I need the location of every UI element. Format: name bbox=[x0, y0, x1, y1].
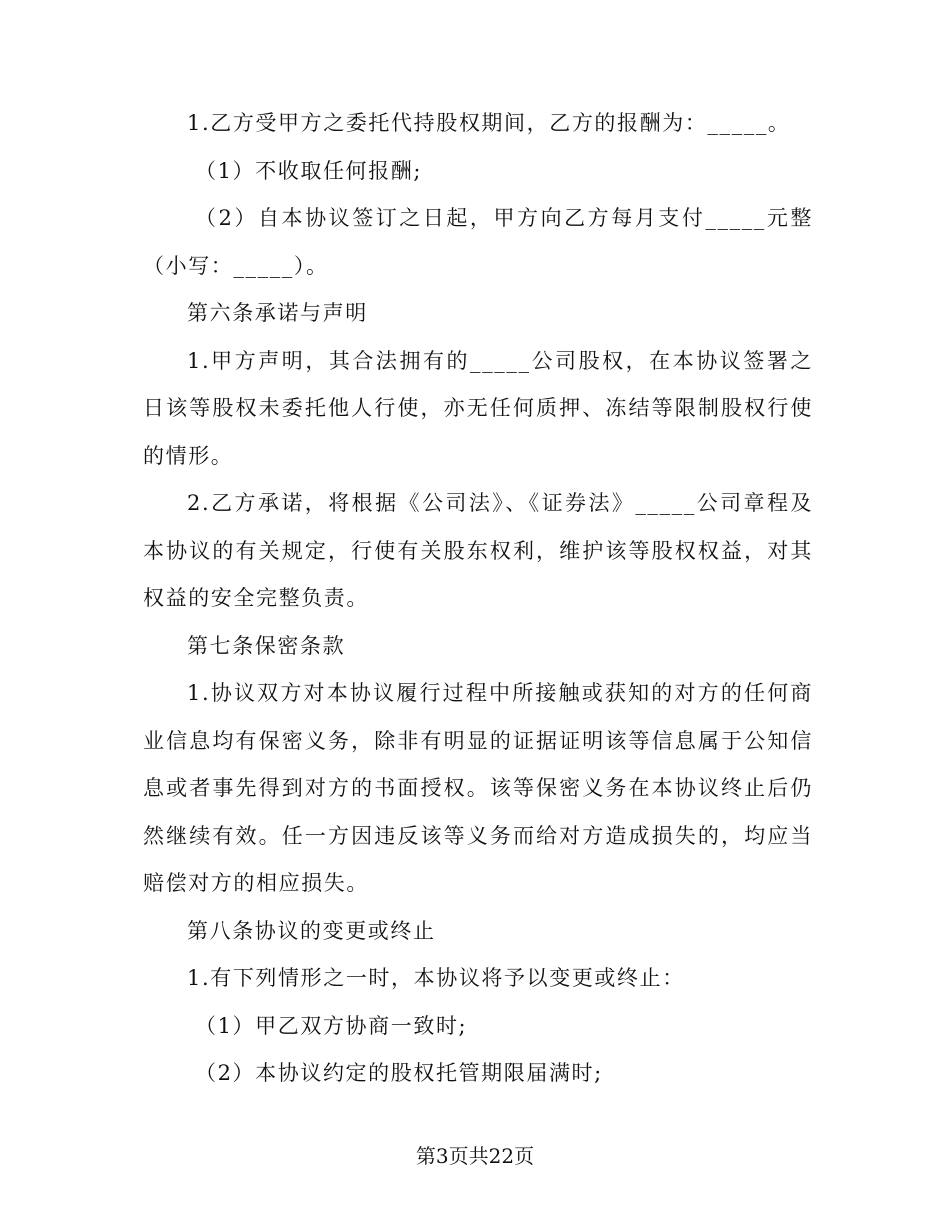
paragraph-party-a-declaration: 1.甲方声明，其合法拥有的_____公司股权，在本协议签署之日该等股权未委托他人行使，亦无任何质押、冻结等限制股权行使的情形。 bbox=[143, 348, 813, 468]
document-body bbox=[143, 100, 813, 1098]
paragraph-remuneration: 1.乙方受甲方之委托代持股权期间，乙方的报酬为：_____。 bbox=[187, 111, 791, 135]
paragraph-confidentiality: 1.协议双方对本协议履行过程中所接触或获知的对方的任何商业信息均有保密义务，除非有明显的证据证明该等信息属于公知信息或者事先得到对方的书面授权。该等保密义务在本协议终止后仍然继续有效。任一方因违反该等义务而给对方造成损失的，均应当赔偿对方的相应损失。 bbox=[143, 681, 813, 895]
list-item-monthly-payment: （2）自本协议签订之日起，甲方向乙方每月支付_____元整（小写：_____）。 bbox=[143, 206, 813, 278]
list-item-term-expiry: （2）本协议约定的股权托管期限届满时; bbox=[195, 1061, 603, 1085]
page-number-footer: 第3页共22页 bbox=[415, 1144, 535, 1168]
section-heading-article-7: 第七条保密条款 bbox=[187, 633, 346, 658]
paragraph-termination-conditions: 1.有下列情形之一时，本协议将予以变更或终止： bbox=[187, 966, 685, 990]
paragraph-party-b-commitment: 2.乙方承诺，将根据《公司法》、《证券法》_____公司章程及本协议的有关规定，行使有关股东权利，维护该等股权权益，对其权益的安全完整负责。 bbox=[143, 491, 813, 610]
section-heading-article-6: 第六条承诺与声明 bbox=[187, 301, 368, 325]
list-item-no-remuneration: （1）不收取任何报酬; bbox=[195, 158, 423, 183]
section-heading-article-8: 第八条协议的变更或终止 bbox=[187, 918, 436, 943]
list-item-mutual-agreement: （1）甲乙双方协商一致时; bbox=[195, 1013, 468, 1038]
